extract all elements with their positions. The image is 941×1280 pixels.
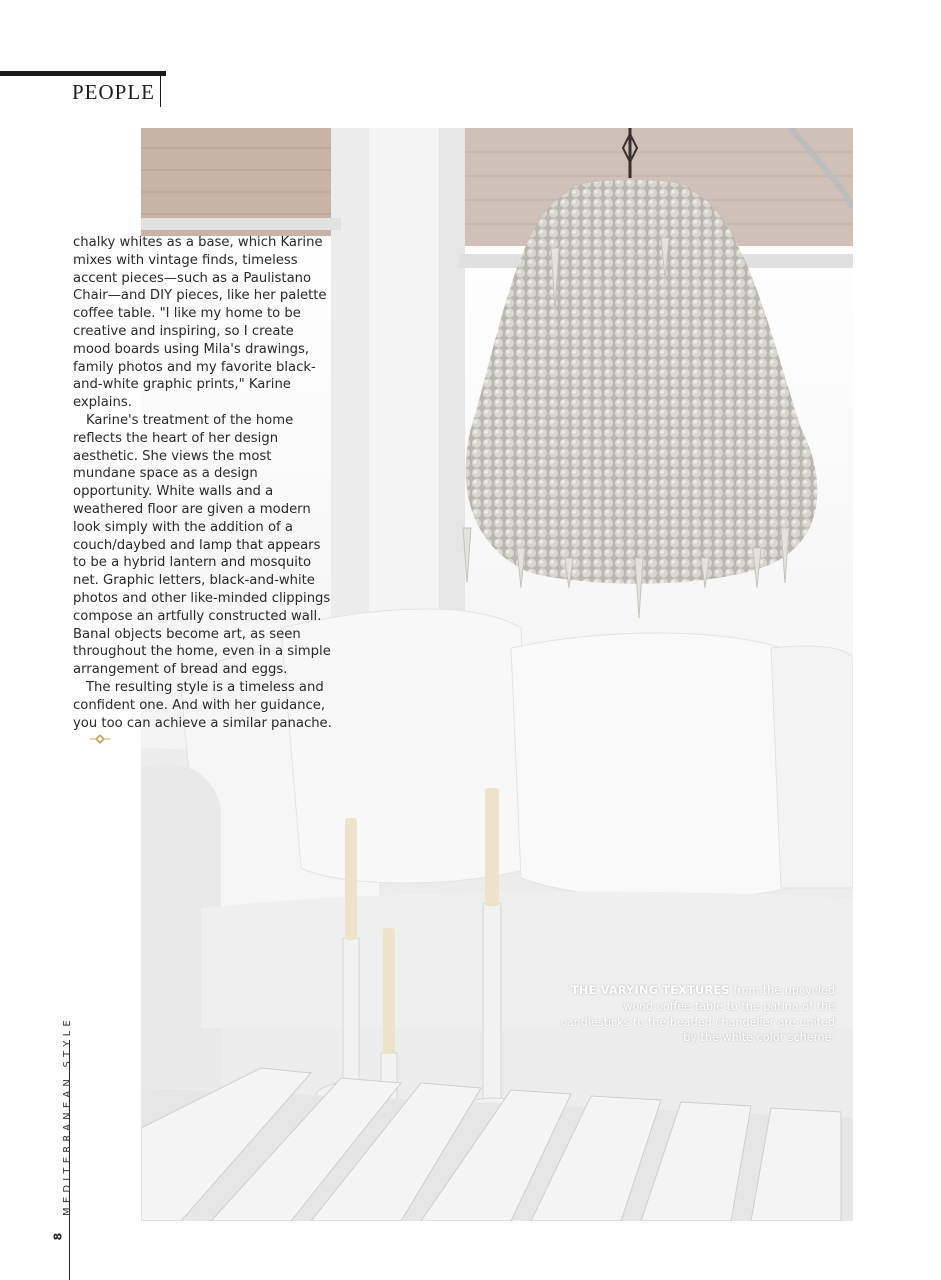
article-paragraph-2: Karine's treatment of the home reflects the heart of her design aesthetic. She views the most mundane space as a design opportunity. White walls and a weathered floor are given a modern look simply with the addition of a couch/daybed and lamp that appears to be a hybrid lantern and mosquito net. Graphic letters, black-and-white photos and other like-minded clippings compose an artfully constructed wall. Banal objects become art, as seen throughout the home, even in a simple arrangement of bread and eggs. <box>73 412 331 678</box>
header-divider <box>160 74 161 107</box>
article-paragraph-3 <box>73 679 335 751</box>
caption-lead: THE VARYING TEXTURES <box>570 984 730 997</box>
page-number: 8 <box>51 1232 65 1241</box>
article-paragraph-3-text: The resulting style is a timeless and confident one. And with her guidance, you too can achieve a similar panache. <box>73 679 332 731</box>
publication-name: MEDITERRANEAN STYLE <box>62 1016 73 1216</box>
ornament-icon <box>77 732 110 750</box>
photo-caption <box>560 983 835 1046</box>
article-paragraph-1: chalky whites as a base, which Karine mixes with vintage finds, timeless accent pieces—such as a Paulistano Chair—and DIY pieces, like her palette coffee table. "I like my home to be creative and inspiring, so I create mood boards using Mila's drawings, family photos and my favorite black-and-white graphic prints," Karine explains. <box>73 235 327 411</box>
header-rule <box>0 71 166 76</box>
caption-text: from the upcycled wood coffee table to the patina of the candlesticks to the beaded chandelier are united by the white color scheme. <box>560 984 835 1045</box>
section-label: PEOPLE <box>72 80 156 104</box>
article-body <box>73 234 335 751</box>
